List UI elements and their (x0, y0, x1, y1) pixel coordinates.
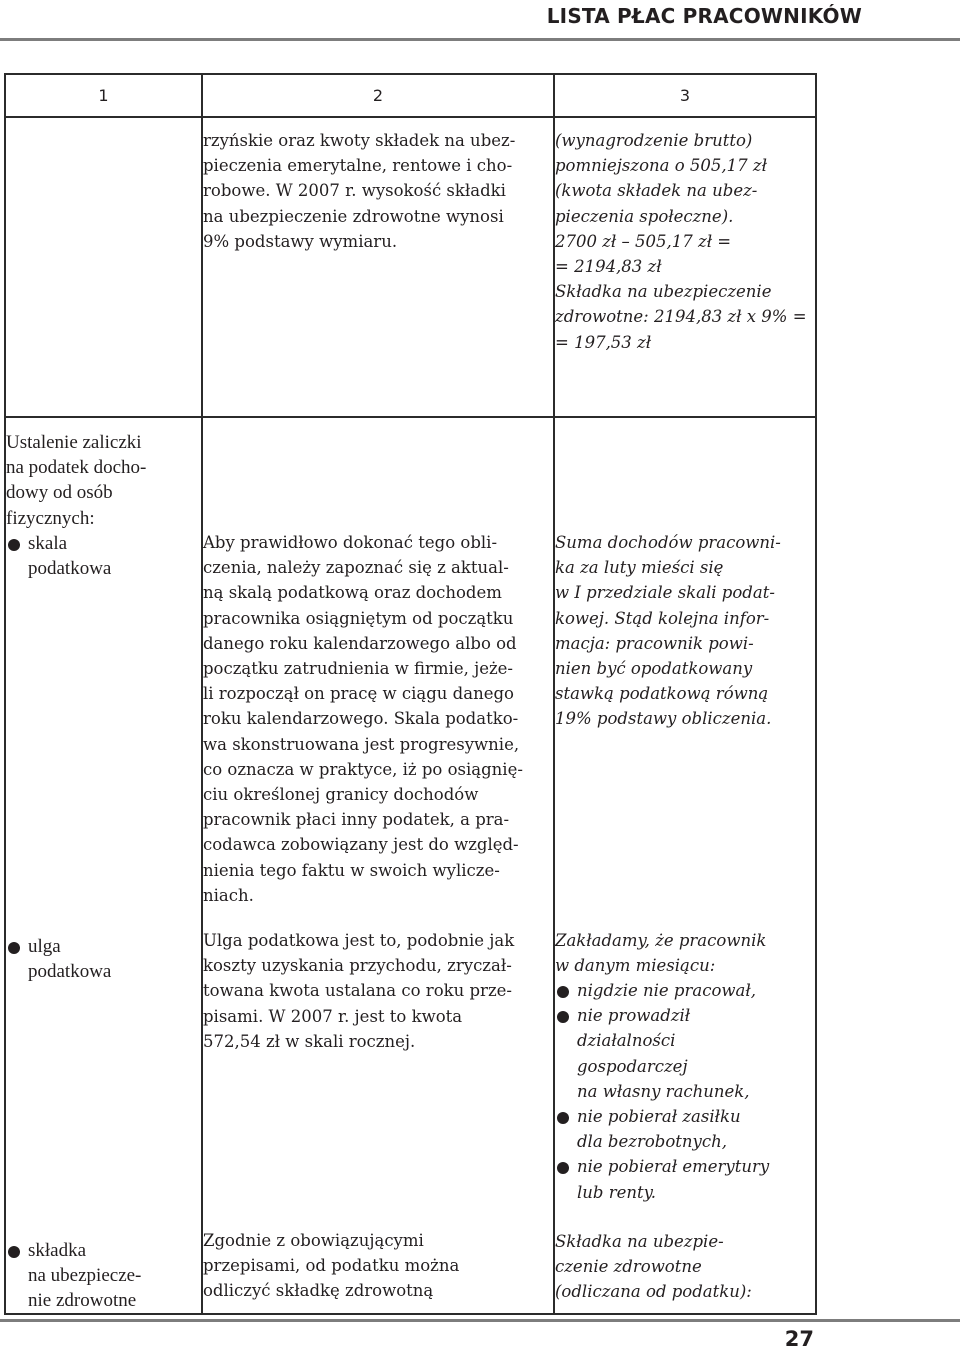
condition-list-item (555, 1104, 815, 1154)
condition-line: gospodarczej (577, 1056, 688, 1076)
condition-line: działalności (577, 1031, 676, 1051)
header-divider (0, 38, 960, 41)
continuation-col2-line: rzyńskie oraz kwoty składek na ubez- (203, 131, 516, 150)
continuation-col2-line: 9% podstawy wymiaru. (203, 231, 398, 251)
relief-description-line: koszty uzyskania przychodu, zryczał- (203, 956, 512, 976)
condition-list-item (555, 1003, 815, 1104)
scale-description-line: co oznacza w praktyce, iż po osiągnię- (203, 759, 523, 779)
tax-heading-line: fizycznych: (6, 507, 95, 529)
scale-description-line: roku kalendarzowego. Skala podatko- (203, 709, 519, 729)
scale-description-line: czenia, należy zapoznać się z aktual- (203, 558, 509, 578)
relief-label-line: ulga (6, 934, 201, 959)
continuation-col3-line: = 197,53 zł (555, 332, 652, 352)
page-header-title: LISTA PŁAC PRACOWNIKÓW (546, 4, 862, 28)
scale-description-line: początku zatrudnienia w firmie, jeże- (203, 659, 514, 679)
condition-line: nie prowadził (555, 1003, 815, 1028)
relief-example (555, 928, 815, 1205)
continuation-col2-line: pieczenia emerytalne, rentowe i cho- (203, 156, 513, 176)
relief-description (203, 928, 553, 1054)
scale-description (203, 530, 553, 908)
tax-col1 (5, 417, 202, 1314)
health-description-line: przepisami, od podatku można (203, 1256, 460, 1276)
condition-line: dla bezrobotnych, (577, 1132, 727, 1152)
table-row-continuation (5, 117, 816, 417)
table-row-tax (5, 417, 816, 1314)
scale-label (6, 531, 201, 581)
column-header-1: 1 (5, 74, 202, 117)
scale-description-line: pracownika osiągniętym od początku (203, 608, 514, 628)
continuation-col3-line: = 2194,83 zł (555, 257, 662, 277)
health-label-line: składka (6, 1238, 201, 1263)
scale-example (555, 530, 815, 732)
footer-divider (0, 1319, 960, 1322)
relief-description-line: towana kwota ustalana co roku prze- (203, 981, 512, 1001)
condition-line: nie pobierał emerytury (555, 1154, 815, 1179)
relief-label-line: podatkowa (28, 961, 112, 983)
continuation-col2 (202, 117, 554, 417)
scale-example-line: kowej. Stąd kolejna infor- (555, 608, 770, 628)
relief-description-line: 572,54 zł w skali rocznej. (203, 1031, 416, 1051)
scale-description-line: li rozpoczął on pracę w ciągu danego (203, 684, 514, 704)
continuation-col3-line: 2700 zł – 505,17 zł = (555, 231, 732, 251)
scale-description-line: ną skalą podatkową oraz dochodem (203, 583, 502, 603)
tax-col2 (202, 417, 554, 1314)
health-example-line: czenie zdrowotne (555, 1257, 702, 1277)
condition-line: nie pobierał zasiłku (555, 1104, 815, 1129)
health-label-line: nie zdrowotne (28, 1290, 137, 1312)
health-description-line: Zgodnie z obowiązującymi (203, 1231, 424, 1251)
relief-example-intro-line: Zakładamy, że pracownik (555, 930, 767, 950)
condition-line: na własny rachunek, (577, 1081, 750, 1101)
scale-description-line: niach. (203, 885, 254, 905)
health-label-line: na ubezpiecze- (28, 1264, 142, 1286)
health-description-line: odliczyć składkę zdrowotną (203, 1281, 434, 1301)
scale-example-line: w I przedziale skali podat- (555, 583, 775, 603)
relief-label (6, 934, 201, 984)
health-description (203, 1228, 553, 1304)
scale-description-line: nienia tego faktu w swoich wylicze- (203, 860, 500, 880)
page-number: 27 (784, 1327, 814, 1351)
scale-description-line: codawca zobowiązany jest do względ- (203, 835, 519, 855)
tax-col3 (554, 417, 816, 1314)
relief-description-line: Ulga podatkowa jest to, podobnie jak (203, 931, 515, 951)
tax-heading-line: Ustalenie zaliczki (6, 432, 142, 453)
scale-example-line: stawką podatkową równą (555, 684, 769, 704)
scale-description-line: danego roku kalendarzowego albo od (203, 633, 517, 653)
scale-description-line: pracownik płaci inny podatek, a pra- (203, 810, 510, 830)
continuation-col2-line: na ubezpieczenie zdrowotne wynosi (203, 206, 504, 226)
health-label (6, 1238, 201, 1314)
scale-label-line: skala (6, 531, 201, 556)
continuation-col3-line: Składka na ubezpieczenie (555, 282, 772, 302)
condition-line: lub renty. (577, 1182, 656, 1202)
scale-example-line: ka za luty mieści się (555, 558, 724, 578)
relief-conditions-list (555, 978, 815, 1205)
health-example-line: Składka na ubezpie- (555, 1231, 724, 1251)
continuation-col3-line: (wynagrodzenie brutto) (555, 131, 753, 150)
tax-heading-line: dowy od osób (6, 482, 113, 504)
continuation-col2-line: robowe. W 2007 r. wysokość składki (203, 181, 506, 201)
continuation-col3-line: pomniejszona o 505,17 zł (555, 156, 767, 176)
scale-description-line: Aby prawidłowo dokonać tego obli- (203, 533, 498, 552)
condition-line: nigdzie nie pracował, (555, 978, 815, 1003)
health-example-line: (odliczana od podatku): (555, 1282, 752, 1302)
health-example (555, 1229, 815, 1305)
table-header-row (5, 74, 816, 117)
scale-description-line: ciu określonej granicy dochodów (203, 785, 479, 805)
scale-label-line: podatkowa (28, 558, 112, 580)
continuation-col3-line: pieczenia społeczne). (555, 206, 734, 226)
column-header-2: 2 (202, 74, 554, 117)
continuation-col3-line: (kwota składek na ubez- (555, 181, 758, 201)
continuation-col3-line: zdrowotne: 2194,83 zł x 9% = (555, 307, 807, 327)
scale-example-line: Suma dochodów pracowni- (555, 533, 781, 552)
relief-description-line: pisami. W 2007 r. jest to kwota (203, 1006, 463, 1026)
continuation-col3 (554, 117, 816, 417)
scale-example-line: nien być opodatkowany (555, 659, 753, 679)
column-header-3: 3 (554, 74, 816, 117)
condition-list-item (555, 978, 815, 1003)
scale-example-line: macja: pracownik powi- (555, 633, 754, 653)
relief-example-intro-line: w danym miesiącu: (555, 955, 716, 975)
scale-description-line: wa skonstruowana jest progresywnie, (203, 734, 520, 754)
scale-example-line: 19% podstawy obliczenia. (555, 709, 772, 729)
condition-list-item (555, 1154, 815, 1204)
tax-heading-line: na podatek docho- (6, 457, 147, 479)
continuation-col1 (5, 117, 202, 417)
payroll-table (4, 73, 817, 1315)
